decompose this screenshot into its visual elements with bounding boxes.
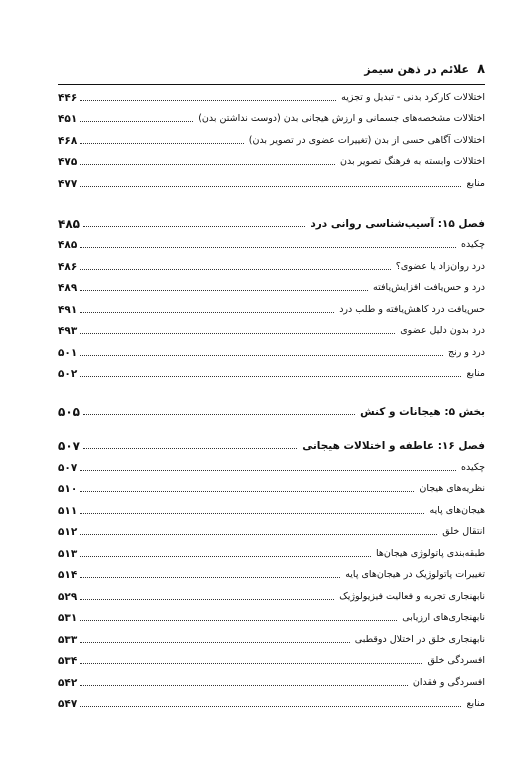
dot-leader — [80, 642, 350, 643]
toc-chapter-heading[interactable] — [58, 429, 485, 455]
entry-title: افسردگی خلق — [427, 655, 485, 666]
entry-page: ۴۷۵ — [58, 156, 78, 168]
entry-page: ۵۳۴ — [58, 655, 78, 667]
toc-entry[interactable] — [58, 520, 485, 542]
entry-title: افسردگی و فقدان — [412, 676, 485, 688]
entry-title: درد بدون دلیل عضوی — [400, 325, 485, 336]
dot-leader — [80, 599, 334, 600]
toc-entry[interactable] — [58, 541, 485, 563]
dot-leader — [80, 706, 461, 707]
dot-leader — [80, 164, 335, 165]
dot-leader — [80, 513, 424, 514]
dot-leader — [80, 685, 408, 686]
chapter-title: فصل ۱۶: عاطفه و اختلالات هیجانی — [302, 440, 485, 452]
toc-entry[interactable] — [58, 692, 485, 714]
entry-title: هیجان‌های پایه — [429, 504, 485, 516]
entry-title: درد روان‌زاد یا عضوی؟ — [395, 260, 485, 272]
dot-leader — [80, 186, 461, 187]
dot-leader — [80, 470, 456, 471]
chapter-page: ۵۰۷ — [58, 439, 80, 453]
entry-page: ۵۴۲ — [58, 676, 78, 689]
entry-page: ۴۸۹ — [58, 282, 78, 294]
page-header — [58, 60, 485, 78]
entry-title: اختلالات آگاهی حسی از بدن (تغییرات عضوی در تصویر بدن) — [248, 134, 485, 146]
toc-entry[interactable] — [58, 563, 485, 585]
dot-leader — [80, 269, 391, 270]
entry-title: نظریه‌های هیجان — [419, 483, 485, 494]
entry-page: ۴۵۱ — [58, 113, 78, 125]
entry-title: اختلالات وابسته به فرهنگ تصویر بدن — [340, 156, 485, 167]
entry-page: ۴۶۸ — [58, 134, 78, 147]
dot-leader — [80, 290, 368, 291]
spacer — [58, 421, 485, 429]
dot-leader — [80, 577, 340, 578]
entry-page: ۵۰۲ — [58, 368, 78, 380]
toc-entry[interactable] — [58, 362, 485, 384]
entry-page: ۴۴۶ — [58, 91, 78, 104]
table-of-contents — [58, 84, 485, 713]
entry-title: چکیده — [461, 461, 485, 473]
entry-page: ۴۸۶ — [58, 260, 78, 273]
entry-page: ۴۹۱ — [58, 303, 78, 316]
dot-leader — [80, 121, 193, 122]
toc-chapter-heading[interactable] — [58, 207, 485, 233]
entry-page: ۴۷۷ — [58, 177, 78, 190]
dot-leader — [80, 376, 461, 377]
dot-leader — [80, 491, 414, 492]
entry-page: ۴۹۳ — [58, 325, 78, 337]
entry-page: ۴۸۵ — [58, 239, 78, 251]
part-title: بخش ۵: هیجانات و کنش — [360, 406, 485, 418]
toc-entry[interactable] — [58, 627, 485, 649]
page-number: ۸ — [477, 61, 485, 77]
entry-title: چکیده — [461, 239, 485, 250]
entry-page: ۵۱۰ — [58, 483, 78, 495]
entry-page: ۵۱۳ — [58, 547, 78, 560]
dot-leader — [80, 534, 437, 535]
toc-entry[interactable] — [58, 340, 485, 362]
entry-page: ۵۴۷ — [58, 698, 78, 710]
entry-title: طبقه‌بندی پاتولوژی هیجان‌ها — [376, 547, 485, 559]
toc-entry[interactable] — [58, 233, 485, 255]
toc-entry[interactable] — [58, 254, 485, 276]
entry-page: ۵۲۹ — [58, 590, 78, 603]
toc-entry[interactable] — [58, 584, 485, 606]
toc-entry[interactable] — [58, 455, 485, 477]
spacer — [58, 193, 485, 207]
entry-title: منابع — [466, 177, 485, 189]
toc-entry[interactable] — [58, 171, 485, 193]
toc-entry[interactable] — [58, 319, 485, 341]
entry-title: تغییرات پاتولوژیک در هیجان‌های پایه — [345, 569, 485, 580]
chapter-page: ۴۸۵ — [58, 216, 80, 231]
toc-part-heading[interactable] — [58, 391, 485, 421]
dot-leader — [83, 226, 305, 227]
entry-title: انتقال خلق — [442, 526, 485, 537]
toc-entry[interactable] — [58, 606, 485, 628]
dot-leader — [80, 663, 422, 664]
entry-title: درد و حس‌یافت افزایش‌یافته — [373, 282, 485, 293]
dot-leader — [80, 247, 456, 248]
entry-page: ۵۳۱ — [58, 612, 78, 624]
part-page: ۵۰۵ — [58, 405, 80, 419]
entry-title: حس‌یافت درد کاهش‌یافته و طلب درد — [339, 303, 485, 315]
entry-title: نابهنجاری خلق در اختلال دوقطبی — [354, 633, 485, 645]
toc-entry[interactable] — [58, 649, 485, 671]
entry-page: ۵۱۲ — [58, 526, 78, 538]
dot-leader — [83, 448, 297, 449]
dot-leader — [80, 312, 334, 313]
toc-entry[interactable] — [58, 477, 485, 499]
entry-title: منابع — [466, 698, 485, 709]
toc-entry[interactable] — [58, 297, 485, 319]
toc-entry[interactable] — [58, 498, 485, 520]
dot-leader — [80, 100, 336, 101]
dot-leader — [80, 333, 395, 334]
entry-title: منابع — [466, 368, 485, 379]
entry-page: ۵۰۱ — [58, 346, 78, 359]
toc-entry[interactable] — [58, 107, 485, 129]
toc-entry[interactable] — [58, 276, 485, 298]
entry-title: نابهنجاری تجربه و فعالیت فیزیولوژیک — [339, 590, 485, 602]
dot-leader — [83, 414, 355, 415]
entry-page: ۵۱۴ — [58, 569, 78, 581]
toc-entry[interactable] — [58, 150, 485, 172]
entry-title: نابهنجاری‌های ارزیابی — [402, 612, 485, 623]
entry-title: اختلالات مشخصه‌های جسمانی و ارزش هیجانی بدن (دوست نداشتن بدن) — [198, 113, 485, 124]
entry-page: ۵۳۳ — [58, 633, 78, 646]
toc-entry[interactable] — [58, 85, 485, 107]
spacer — [58, 383, 485, 391]
chapter-title: فصل ۱۵: آسیب‌شناسی روانی درد — [310, 217, 485, 230]
entry-page: ۵۰۷ — [58, 461, 78, 474]
dot-leader — [80, 355, 443, 356]
dot-leader — [80, 556, 371, 557]
running-title: علائم در ذهن سیمز — [364, 62, 470, 76]
entry-page: ۵۱۱ — [58, 504, 78, 517]
entry-title: درد و رنج — [447, 346, 485, 358]
toc-entry[interactable] — [58, 128, 485, 150]
entry-title: اختلالات کارکرد بدنی - تبدیل و تجزیه — [341, 91, 485, 103]
dot-leader — [80, 143, 244, 144]
toc-entry[interactable] — [58, 670, 485, 692]
dot-leader — [80, 620, 397, 621]
